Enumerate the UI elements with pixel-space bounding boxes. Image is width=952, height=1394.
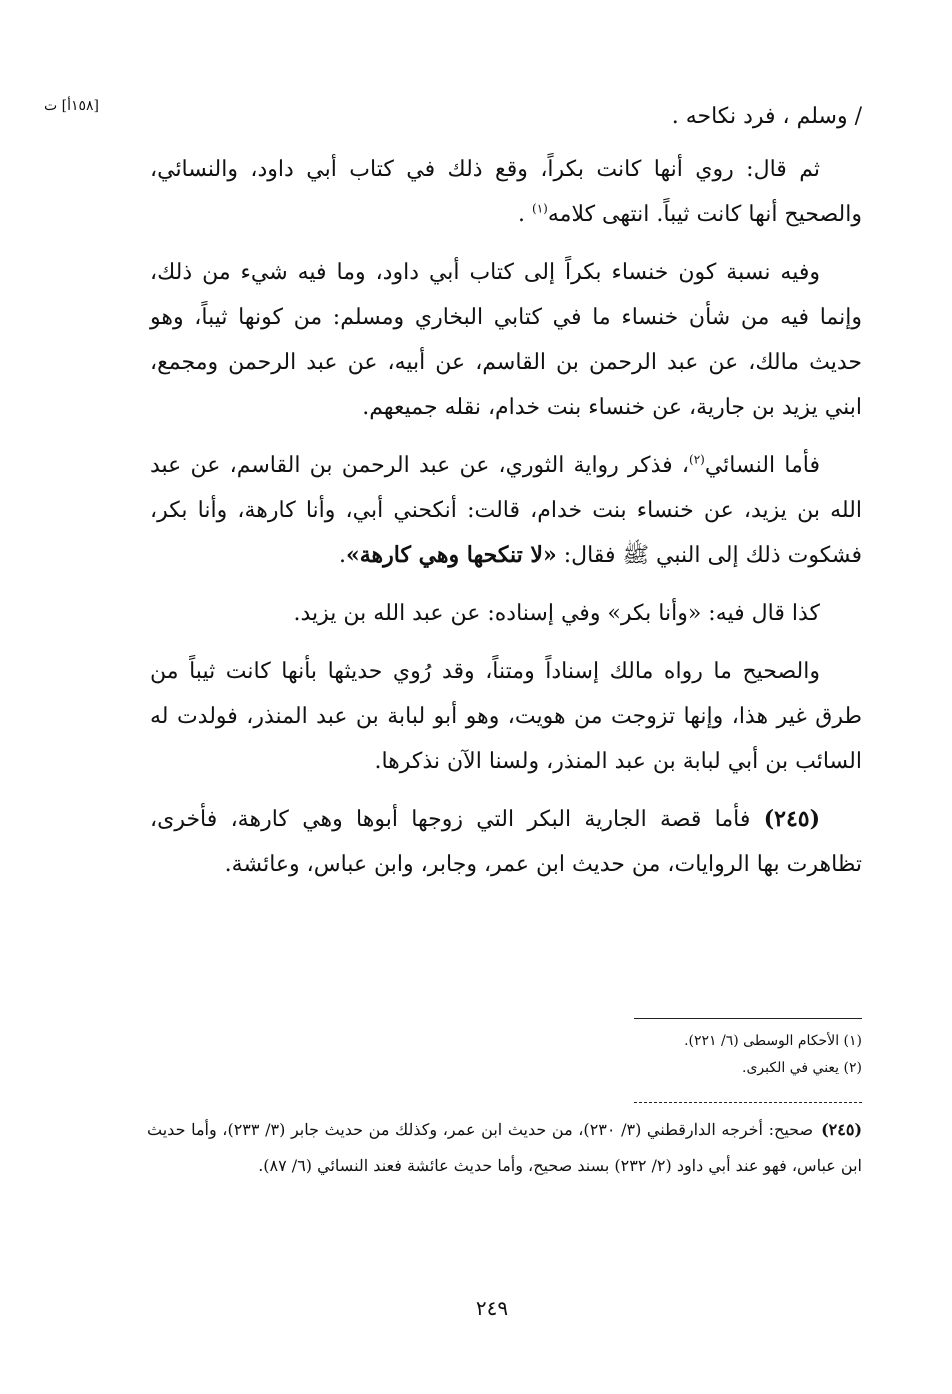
main-text-body [150, 94, 862, 900]
paragraph-2 [150, 147, 862, 237]
paragraph-4-text-middle: ، فذكر رواية الثوري، عن عبد الرحمن بن القاسم، عن عبد الله بن يزيد، عن خنساء بنت خدام، قالت: أنكحني أبي، وأنا كارهة، وأنا بكر، فشكوت ذلك إلى النبي ﷺ فقال: [150, 453, 862, 568]
paragraph-5: كذا قال فيه: «وأنا بكر» وفي إسناده: عن عبد الله بن يزيد. [293, 601, 820, 626]
footnote-marker-1: (١) [532, 201, 548, 216]
paragraph-2-text: ثم قال: روي أنها كانت بكراً، وقع ذلك في كتاب أبي داود، والنسائي، والصحيح أنها كانت ثيباً. انتهى كلامه [150, 157, 862, 227]
footnote-2-text: يعني في الكبرى. [742, 1060, 840, 1076]
tahqiq-note [147, 1112, 862, 1184]
page-number: ٢٤٩ [475, 1296, 509, 1320]
paragraph-7 [150, 797, 862, 887]
tahqiq-text: صحيح: أخرجه الدارقطني (٣/ ٢٣٠)، من حديث ابن عمر، وكذلك من حديث جابر (٣/ ٢٣٣)، وأما حديث ابن عباس، فهو عند أبي داود (٢/ ٢٣٢) بسند صحيح، وأما حديث عائشة فعند النسائي (٦/ ٨٧). [147, 1120, 862, 1175]
footnote-1-text: الأحكام الوسطى (٦/ ٢٢١). [684, 1033, 840, 1049]
footnote-1-number: (١) [843, 1033, 862, 1049]
paragraph-4 [150, 443, 862, 578]
hadith-quote: «لا تنكحها وهي كارهة» [345, 542, 557, 568]
paragraph-4-end: . [338, 543, 346, 568]
paragraph-1: / وسلم ، فرد نكاحه . [671, 104, 862, 129]
footnote-2 [150, 1055, 862, 1082]
paragraph-7-text: فأما قصة الجارية البكر التي زوجها أبوها وهي كارهة، فأخرى، تظاهرت بها الروايات، من حديث ابن عمر، وجابر، وابن عباس، وعائشة. [150, 807, 862, 877]
tahqiq-separator [634, 1102, 862, 1103]
hadith-number: (٢٤٥) [763, 806, 820, 832]
paragraph-3: وفيه نسبة كون خنساء بكراً إلى كتاب أبي داود، وما فيه شيء من ذلك، وإنما فيه من شأن خنساء ما في كتابي البخاري ومسلم: من كونها ثيباً، وهو حديث مالك، عن عبد الرحمن بن القاسم، عن أبيه، عن عبد الرحمن ومجمع، ابني يزيد بن جارية، عن خنساء بنت خدام، نقله جميعهم. [150, 260, 862, 420]
footnote-2-number: (٢) [843, 1060, 862, 1076]
paragraph-2-end: . [518, 202, 533, 227]
paragraph-4-text-start: فأما النسائي [704, 453, 820, 478]
footnote-marker-2: (٢) [689, 452, 705, 467]
footnote-separator [634, 1018, 862, 1019]
paragraph-6: والصحيح ما رواه مالك إسناداً ومتناً، وقد رُوي حديثها بأنها كانت ثيباً من طرق غير هذا، وإنها تزوجت من هويت، وهو أبو لبابة بن عبد المنذر، فولدت له السائب بن أبي لبابة بن عبد المنذر، ولسنا الآن نذكرها. [150, 659, 862, 774]
footnotes [150, 1028, 862, 1082]
tahqiq-number: (٢٤٥) [821, 1120, 863, 1139]
manuscript-folio-reference: [١٥٨أ] ت [44, 98, 100, 114]
footnote-1 [150, 1028, 862, 1055]
